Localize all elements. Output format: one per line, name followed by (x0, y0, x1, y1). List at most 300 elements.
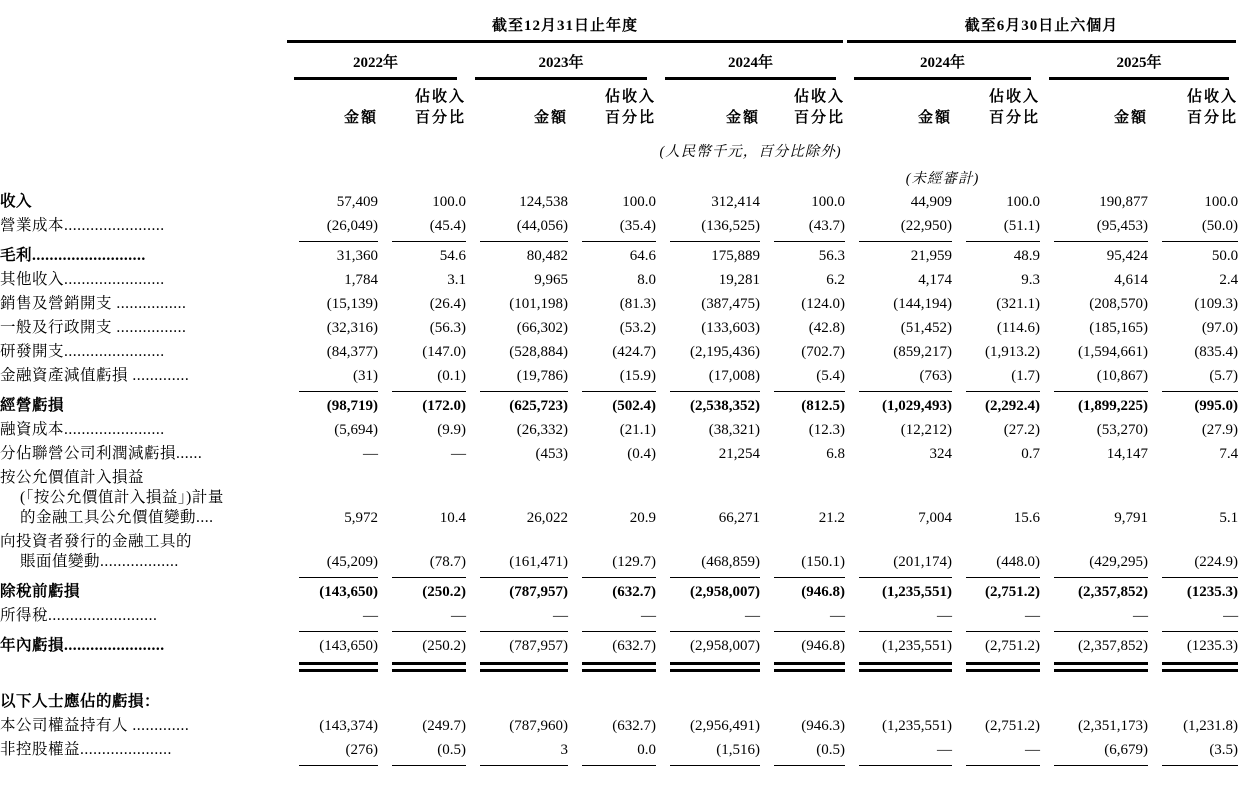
rule-line (299, 241, 378, 242)
cell-value: (2,538,352) (690, 398, 760, 414)
cell-value: (1,235,551) (882, 638, 953, 654)
cell-value: — (1025, 608, 1041, 624)
year-header-2023: 2023年 (538, 55, 584, 71)
cell-value: (109.3) (1194, 296, 1239, 312)
cell-value: (632.7) (612, 584, 656, 600)
cell-value: (424.7) (612, 344, 656, 360)
cell-value: 5,972 (344, 510, 378, 526)
cell-value: (2,958,007) (690, 584, 760, 600)
cell-value: 100.0 (1204, 194, 1239, 210)
rule-line (480, 391, 568, 392)
col-header-pct-line1: 佔收入 (989, 89, 1041, 105)
col-header-pct-line2: 百分比 (1187, 110, 1239, 126)
cell-value: (38,321) (708, 422, 760, 438)
cell-value: — (1223, 608, 1239, 624)
cell-value: 95,424 (1106, 248, 1149, 264)
cell-value: (1,235,551) (882, 718, 953, 734)
cell-value: (0.1) (437, 368, 466, 384)
cell-value: 0.0 (637, 742, 656, 758)
cell-value: (208,570) (1089, 296, 1149, 312)
row-label-cell (0, 604, 285, 628)
cell-value: (276) (345, 742, 378, 758)
cell-value: (1,235,551) (882, 584, 953, 600)
cell-value: (124.0) (801, 296, 846, 312)
row-label: (「按公允價值計入損益」)計量 (20, 489, 224, 506)
cell-value: 48.9 (1013, 248, 1041, 264)
rule-line (859, 391, 952, 392)
rule-line (1054, 765, 1148, 766)
rule-line (1054, 631, 1148, 632)
rule-line (392, 577, 466, 578)
cell-value: (1,899,225) (1078, 398, 1149, 414)
rule-line (299, 577, 378, 578)
cell-value: — (363, 446, 378, 462)
row-label: 營業成本....................... (0, 217, 165, 234)
cell-value: (201,174) (893, 554, 953, 570)
cell-value: (81.3) (619, 296, 656, 312)
cell-value: (787,960) (509, 718, 568, 734)
double-rule-line (859, 662, 952, 672)
cell-value: (2,195,436) (690, 344, 760, 360)
rule-line (966, 631, 1040, 632)
cell-value: (387,475) (701, 296, 760, 312)
row-label-cell (0, 418, 285, 442)
cell-value: (19,786) (516, 368, 568, 384)
cell-value: (2,351,173) (1078, 718, 1149, 734)
rule-line (582, 577, 656, 578)
cell-value: 21.2 (818, 510, 846, 526)
rule-line (1162, 391, 1238, 392)
row-label: 的金融工具公允價值變動.... (20, 509, 214, 526)
rule-line (774, 391, 845, 392)
rule-line (859, 241, 952, 242)
cell-value: 100.0 (622, 194, 656, 210)
cell-value: 312,414 (711, 194, 760, 210)
cell-value: (66,302) (516, 320, 568, 336)
row-label: 收入 (0, 193, 33, 210)
row-label: 所得稅......................... (0, 607, 158, 624)
cell-value: — (451, 446, 466, 462)
cell-value: (150.1) (801, 554, 846, 570)
row-label: 銷售及營銷開支 ................ (0, 295, 187, 312)
table-row (0, 340, 1238, 364)
cell-value: (995.0) (1194, 398, 1239, 414)
row-label: 融資成本....................... (0, 421, 165, 438)
cell-value: (453) (535, 446, 568, 462)
cell-value (760, 690, 845, 714)
cell-value: (2,956,491) (690, 718, 760, 734)
cell-value: 1,784 (344, 272, 378, 288)
rule-line (670, 631, 760, 632)
cell-value: (787,957) (509, 584, 568, 600)
table-row (0, 690, 1238, 714)
row-label-cell (0, 738, 285, 762)
row-label-cell (0, 244, 285, 268)
cell-value: (249.7) (422, 718, 466, 734)
cell-value: — (937, 608, 953, 624)
cell-value: (161,471) (509, 554, 568, 570)
year-header-2024-interim: 2024年 (920, 55, 966, 71)
cell-value: (250.2) (422, 638, 466, 654)
col-header-amount: 金額 (343, 110, 378, 126)
cell-value: (15,139) (326, 296, 378, 312)
row-label-cell (0, 634, 285, 658)
cell-value: (53.2) (619, 320, 656, 336)
cell-value: (95,453) (1096, 218, 1149, 234)
cell-value: 10.4 (439, 510, 466, 526)
rule-line (392, 241, 466, 242)
cell-value: 31,360 (336, 248, 378, 264)
cell-value: — (745, 608, 760, 624)
col-header-pct-line2: 百分比 (989, 110, 1041, 126)
cell-value: 5.1 (1219, 510, 1239, 526)
column-header-row (0, 81, 1238, 132)
cell-value: (172.0) (422, 398, 466, 414)
cell-value: (5.4) (816, 368, 846, 384)
double-rule-line (670, 662, 760, 672)
rule-line (392, 631, 466, 632)
cell-value: (101,198) (509, 296, 568, 312)
rule-line (299, 765, 378, 766)
cell-value: (17,008) (708, 368, 760, 384)
cell-value: 4,614 (1114, 272, 1149, 288)
row-label: 向投資者發行的金融工具的 (0, 533, 193, 550)
rule-line (665, 77, 836, 80)
col-header-pct-line2: 百分比 (794, 110, 846, 126)
cell-value: — (830, 608, 846, 624)
row-label-cell (0, 580, 285, 604)
cell-value: (946.8) (801, 584, 846, 600)
cell-value (1040, 690, 1148, 714)
period-group-annual: 截至12月31日止年度 (492, 18, 639, 34)
cell-value (378, 690, 466, 714)
rule-line (670, 241, 760, 242)
cell-value: 64.6 (629, 248, 656, 264)
cell-value: (321.1) (996, 296, 1041, 312)
cell-value: 19,281 (718, 272, 760, 288)
col-header-amount: 金額 (1114, 110, 1149, 126)
row-label: 分佔聯營公司利潤減虧損...... (0, 445, 203, 462)
cell-value: (15.9) (619, 368, 656, 384)
cell-value: (97.0) (1201, 320, 1239, 336)
cell-value: (44,056) (516, 218, 568, 234)
cell-value: (946.3) (801, 718, 846, 734)
period-group-row (0, 6, 1238, 39)
table-row (0, 418, 1238, 442)
col-header-pct (378, 81, 466, 132)
rule-line (859, 577, 952, 578)
cell-value: (448.0) (996, 554, 1041, 570)
cell-value: (144,194) (893, 296, 953, 312)
rule-line (392, 765, 466, 766)
cell-value: 6.8 (826, 446, 846, 462)
cell-value: (2,958,007) (690, 638, 760, 654)
row-label: 其他收入....................... (0, 271, 165, 288)
cell-value: 100.0 (811, 194, 846, 210)
cell-value: (2,751.2) (985, 718, 1041, 734)
cell-value: — (553, 608, 568, 624)
rule-line (966, 577, 1040, 578)
cell-value: (129.7) (612, 554, 656, 570)
col-header-pct-line1: 佔收入 (604, 89, 656, 105)
cell-value: 9,965 (534, 272, 568, 288)
table-row (0, 316, 1238, 340)
cell-value (466, 690, 568, 714)
col-header-amount: 金額 (533, 110, 568, 126)
cell-value: (51,452) (900, 320, 953, 336)
rule-line (1162, 765, 1238, 766)
table-row (0, 530, 1238, 574)
double-rule-line (299, 662, 378, 672)
col-header-amount: 金額 (918, 110, 953, 126)
cell-value: (2,751.2) (985, 638, 1041, 654)
cell-value: (10,867) (1096, 368, 1149, 384)
cell-value: (21.1) (619, 422, 656, 438)
cell-value: (632.7) (612, 718, 656, 734)
cell-value (285, 690, 378, 714)
year-header-2022: 2022年 (352, 55, 398, 71)
rule-line (1162, 631, 1238, 632)
cell-value: 100.0 (1006, 194, 1041, 210)
cell-value: (12,212) (900, 422, 953, 438)
cell-value: (56.3) (429, 320, 466, 336)
rule-line (392, 391, 466, 392)
cell-value: 66,271 (718, 510, 760, 526)
row-label: 毛利.......................... (0, 247, 146, 264)
cell-value: 2.4 (1219, 272, 1239, 288)
rule-line (1054, 241, 1148, 242)
cell-value: 56.3 (818, 248, 846, 264)
rule-line (294, 77, 457, 80)
cell-value: 8.0 (637, 272, 656, 288)
financial-table (0, 6, 1238, 768)
cell-value: (43.7) (808, 218, 846, 234)
double-rule-line (392, 662, 466, 672)
row-label: 以下人士應佔的虧損： (0, 693, 161, 710)
cell-value: (26.4) (429, 296, 466, 312)
col-header-amount: 金額 (725, 110, 760, 126)
rule-line (774, 241, 845, 242)
cell-value: 3.1 (447, 272, 466, 288)
rule-line (287, 40, 843, 43)
cell-value: (702.7) (801, 344, 846, 360)
cell-value: (78.7) (429, 554, 466, 570)
cell-value: 190,877 (1099, 194, 1149, 210)
cell-value: 4,174 (918, 272, 953, 288)
cell-value: (136,525) (701, 218, 760, 234)
table-row (0, 364, 1238, 388)
year-header-2024: 2024年 (728, 55, 774, 71)
rule-line (774, 631, 845, 632)
col-header-pct-line1: 佔收入 (414, 89, 466, 105)
cell-value: (98,719) (326, 398, 378, 414)
rule-line (480, 241, 568, 242)
table-row (0, 190, 1238, 214)
cell-value: 175,889 (711, 248, 760, 264)
cell-value: — (1133, 608, 1149, 624)
table-row (0, 292, 1238, 316)
table-row (0, 714, 1238, 738)
cell-value (656, 690, 760, 714)
cell-value: 50.0 (1211, 248, 1239, 264)
col-header-pct-line1: 佔收入 (1187, 89, 1239, 105)
cell-value: (946.8) (801, 638, 846, 654)
rule-line (966, 241, 1040, 242)
cell-value: 0.7 (1021, 446, 1041, 462)
rule-line (670, 577, 760, 578)
cell-value: 6.2 (826, 272, 846, 288)
row-label-cell (0, 316, 285, 340)
cell-value: 21,254 (718, 446, 760, 462)
cell-value: (6,679) (1104, 742, 1149, 758)
cell-value: (114.6) (996, 320, 1041, 336)
row-label-cell (0, 340, 285, 364)
cell-value (952, 690, 1040, 714)
cell-value: — (1025, 742, 1041, 758)
rule-line (670, 391, 760, 392)
table-row (0, 268, 1238, 292)
rule-line (1054, 391, 1148, 392)
cell-value: (143,650) (319, 584, 378, 600)
cell-value: (2,357,852) (1078, 638, 1149, 654)
row-label-cell (0, 268, 285, 292)
rule-row (0, 762, 1238, 768)
table-row (0, 466, 1238, 530)
cell-value: — (937, 742, 953, 758)
cell-value: (1235.3) (1186, 638, 1239, 654)
cell-value: (1,913.2) (985, 344, 1041, 360)
cell-value: (3.5) (1209, 742, 1239, 758)
cell-value: (1235.3) (1186, 584, 1239, 600)
cell-value: (1,029,493) (882, 398, 953, 414)
rule-line (1049, 77, 1229, 80)
rule-line (1162, 577, 1238, 578)
rule-line (480, 631, 568, 632)
row-label: 本公司權益持有人 ............. (0, 717, 190, 734)
period-group-interim: 截至6月30日止六個月 (964, 18, 1119, 34)
rule-line (299, 391, 378, 392)
row-label: 非控股權益..................... (0, 741, 172, 758)
cell-value (1148, 690, 1238, 714)
rule-line (480, 577, 568, 578)
cell-value: (859,217) (893, 344, 953, 360)
rule-line (859, 765, 952, 766)
cell-value: — (451, 608, 466, 624)
row-label-cell (0, 394, 285, 418)
cell-value: (50.0) (1201, 218, 1239, 234)
rule-line (582, 765, 656, 766)
cell-value: (185,165) (1089, 320, 1149, 336)
rule-line (670, 765, 760, 766)
cell-value: (1,594,661) (1078, 344, 1149, 360)
cell-value: (0.5) (437, 742, 466, 758)
row-label-cell (0, 530, 285, 574)
cell-value: 7.4 (1219, 446, 1239, 462)
row-label: 除稅前虧損 (0, 583, 81, 600)
currency-note-row (0, 132, 1238, 163)
cell-value: (2,292.4) (985, 398, 1041, 414)
table-row (0, 604, 1238, 628)
cell-value: (51.1) (1003, 218, 1041, 234)
col-header-pct (952, 81, 1040, 132)
cell-value: (763) (919, 368, 953, 384)
cell-value: (143,650) (319, 638, 378, 654)
row-label-cell (0, 364, 285, 388)
row-label: 金融資產減值虧損 ............. (0, 367, 190, 384)
section-gap (0, 675, 1238, 690)
cell-value: 324 (929, 446, 953, 462)
cell-value: (787,957) (509, 638, 568, 654)
cell-value: (133,603) (701, 320, 760, 336)
cell-value: (26,332) (516, 422, 568, 438)
double-rule-line (1054, 662, 1148, 672)
year-header-row (0, 44, 1238, 76)
cell-value: — (363, 608, 378, 624)
row-label: 年內虧損....................... (0, 637, 165, 654)
cell-value: 3 (560, 742, 568, 758)
cell-value: (0.4) (627, 446, 656, 462)
year-header-2025-interim: 2025年 (1116, 55, 1162, 71)
cell-value: 80,482 (526, 248, 568, 264)
cell-value: 26,022 (526, 510, 568, 526)
row-label-cell (0, 714, 285, 738)
rule-line (480, 765, 568, 766)
table-row (0, 214, 1238, 238)
cell-value: 9,791 (1114, 510, 1149, 526)
cell-value: (147.0) (422, 344, 466, 360)
table-row (0, 244, 1238, 268)
cell-value: 20.9 (629, 510, 656, 526)
cell-value: (143,374) (319, 718, 378, 734)
table-row (0, 442, 1238, 466)
cell-value: (12.3) (808, 422, 846, 438)
cell-value: 124,538 (519, 194, 568, 210)
cell-value: (22,950) (900, 218, 953, 234)
rule-line (859, 631, 952, 632)
cell-value: (0.5) (816, 742, 846, 758)
col-header-pct (568, 81, 656, 132)
cell-value: 57,409 (336, 194, 378, 210)
double-rule-line (774, 662, 845, 672)
rule-line (1162, 241, 1238, 242)
row-label: 按公允價值計入損益 (0, 469, 145, 486)
col-header-pct-line2: 百分比 (604, 110, 656, 126)
cell-value: 54.6 (439, 248, 466, 264)
cell-value: 9.3 (1021, 272, 1041, 288)
cell-value: (27.2) (1003, 422, 1041, 438)
rule-line (582, 241, 656, 242)
row-label: 經營虧損 (0, 397, 65, 414)
table-row (0, 394, 1238, 418)
cell-value: (27.9) (1201, 422, 1239, 438)
cell-value: (835.4) (1194, 344, 1239, 360)
cell-value: (53,270) (1096, 422, 1149, 438)
col-header-pct (1148, 81, 1238, 132)
row-label-cell (0, 442, 285, 466)
cell-value: (2,751.2) (985, 584, 1041, 600)
cell-value: (224.9) (1194, 554, 1239, 570)
row-label-cell (0, 292, 285, 316)
cell-value: (2,357,852) (1078, 584, 1149, 600)
rule-line (854, 77, 1031, 80)
cell-value: 15.6 (1013, 510, 1041, 526)
cell-value: (528,884) (509, 344, 568, 360)
cell-value (568, 690, 656, 714)
cell-value: (632.7) (612, 638, 656, 654)
cell-value: 14,147 (1106, 446, 1149, 462)
col-header-pct-line1: 佔收入 (794, 89, 846, 105)
rule-line (582, 391, 656, 392)
